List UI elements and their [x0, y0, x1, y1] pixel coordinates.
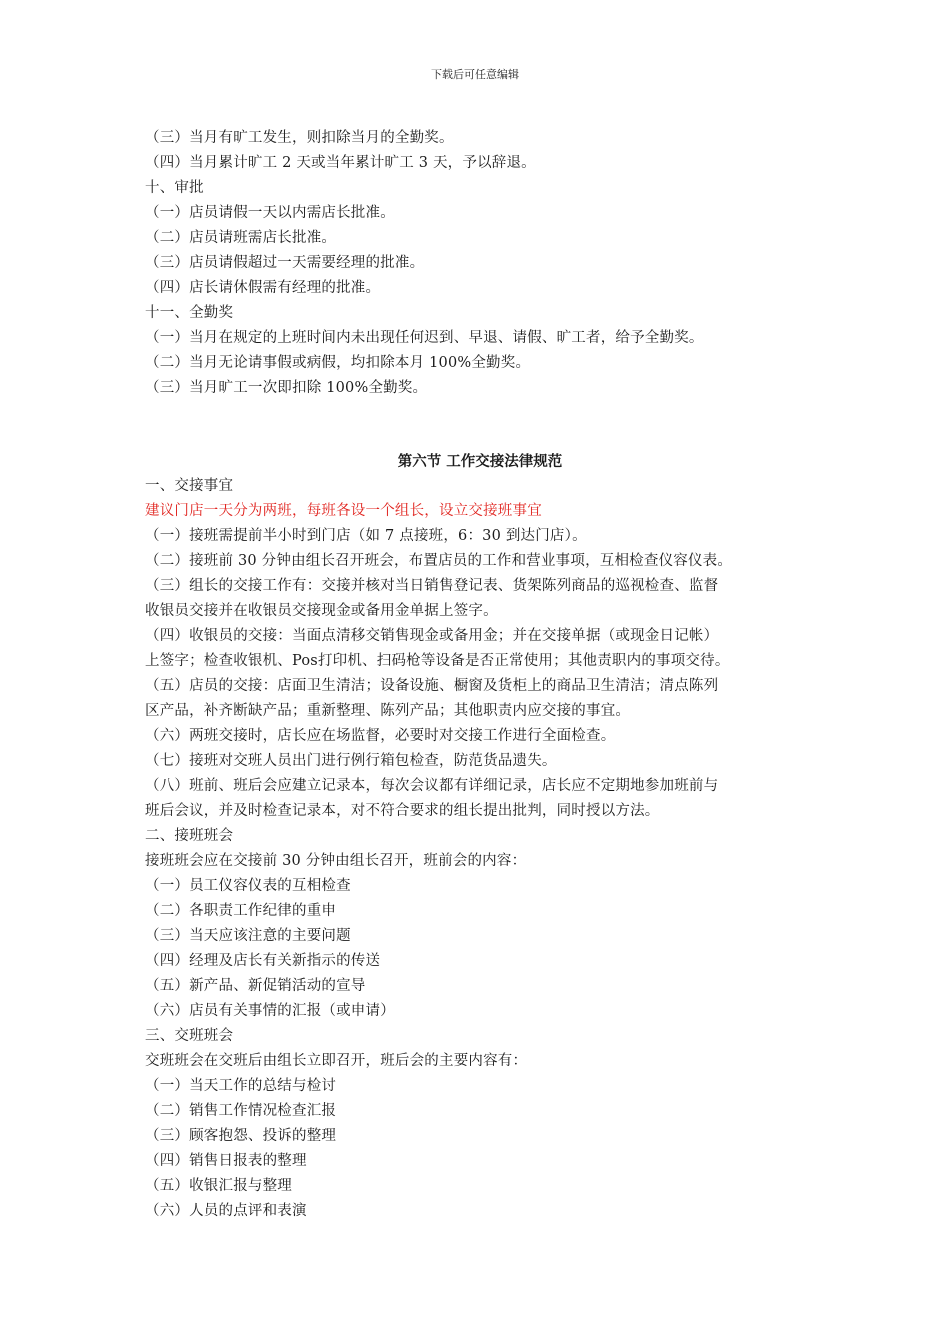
text-line: 接班班会应在交接前 30 分钟由组长召开，班前会的内容： [145, 853, 527, 869]
text-line: （五）店员的交接：店面卫生清洁；设备设施、橱窗及货柜上的商品卫生清洁；清点陈列 [145, 678, 719, 694]
section-heading: 十、审批 [145, 180, 204, 196]
list-item: （四）经理及店长有关新指示的传送 [145, 953, 381, 969]
highlighted-recommendation: 建议门店一天分为两班，每班各设一个组长，设立交接班事宜 [145, 503, 542, 519]
list-item: （三）顾客抱怨、投诉的整理 [145, 1128, 337, 1144]
text-line: （二）接班前 30 分钟由组长召开班会，布置店员的工作和营业事项，互相检查仪容仪表。 [145, 553, 733, 569]
list-item: （一）当天工作的总结与检讨 [145, 1078, 337, 1094]
text-line: （四）店长请休假需有经理的批准。 [145, 280, 381, 296]
text-line: （七）接班对交班人员出门进行例行箱包检查，防范货品遗失。 [145, 753, 557, 769]
text-line: （三）店员请假超过一天需要经理的批准。 [145, 255, 425, 271]
text-line: （四）收银员的交接：当面点清移交销售现金或备用金；并在交接单据（或现金日记帐） [145, 628, 719, 644]
list-item: （四）销售日报表的整理 [145, 1153, 307, 1169]
list-item: （二）销售工作情况检查汇报 [145, 1103, 337, 1119]
attendance-rules-section [145, 126, 815, 401]
text-line: 交班班会在交班后由组长立即召开，班后会的主要内容有： [145, 1053, 528, 1069]
text-line: （一）当月在规定的上班时间内未出现任何迟到、早退、请假、旷工者，给予全勤奖。 [145, 330, 704, 346]
text-line: 区产品，补齐断缺产品；重新整理、陈列产品；其他职责内应交接的事宜。 [145, 703, 631, 719]
section-heading: 二、接班班会 [145, 828, 234, 844]
list-item: （三）当天应该注意的主要问题 [145, 928, 351, 944]
text-line: （三）当月有旷工发生，则扣除当月的全勤奖。 [145, 130, 454, 146]
section-heading: 三、交班班会 [145, 1028, 234, 1044]
handover-section [145, 449, 815, 1224]
list-item: （二）各职责工作纪律的重申 [145, 903, 337, 919]
text-line: （六）两班交接时，店长应在场监督，必要时对交接工作进行全面检查。 [145, 728, 616, 744]
list-item: （一）员工仪容仪表的互相检查 [145, 878, 351, 894]
text-line: （八）班前、班后会应建立记录本，每次会议都有详细记录，店长应不定期地参加班前与 [145, 778, 719, 794]
list-item: （六）店员有关事情的汇报（或申请） [145, 1003, 395, 1019]
text-line: （二）店员请班需店长批准。 [145, 230, 337, 246]
text-line: 收银员交接并在收银员交接现金或备用金单据上签字。 [145, 603, 498, 619]
section-heading: 十一、全勤奖 [145, 305, 234, 321]
text-line: 班后会议，并及时检查记录本，对不符合要求的组长提出批判，同时授以方法。 [145, 803, 660, 819]
text-line: （三）当月旷工一次即扣除 100%全勤奖。 [145, 380, 428, 396]
section-title: 第六节 工作交接法律规范 [397, 453, 563, 470]
text-line: （三）组长的交接工作有：交接并核对当日销售登记表、货架陈列商品的巡视检查、监督 [145, 578, 719, 594]
text-line: 上签字；检查收银机、Pos打印机、扫码枪等设备是否正常使用；其他责职内的事项交待。 [145, 653, 730, 669]
list-item: （五）新产品、新促销活动的宣导 [145, 978, 366, 994]
text-line: （一）接班需提前半小时到门店（如 7 点接班，6：30 到达门店）。 [145, 528, 587, 544]
list-item: （五）收银汇报与整理 [145, 1178, 292, 1194]
section-heading: 一、交接事宜 [145, 478, 234, 494]
list-item: （六）人员的点评和表演 [145, 1203, 307, 1219]
page-header: 下载后可任意编辑 [431, 68, 519, 81]
text-line: （二）当月无论请事假或病假，均扣除本月 100%全勤奖。 [145, 355, 531, 371]
text-line: （四）当月累计旷工 2 天或当年累计旷工 3 天，予以辞退。 [145, 155, 536, 171]
text-line: （一）店员请假一天以内需店长批准。 [145, 205, 395, 221]
